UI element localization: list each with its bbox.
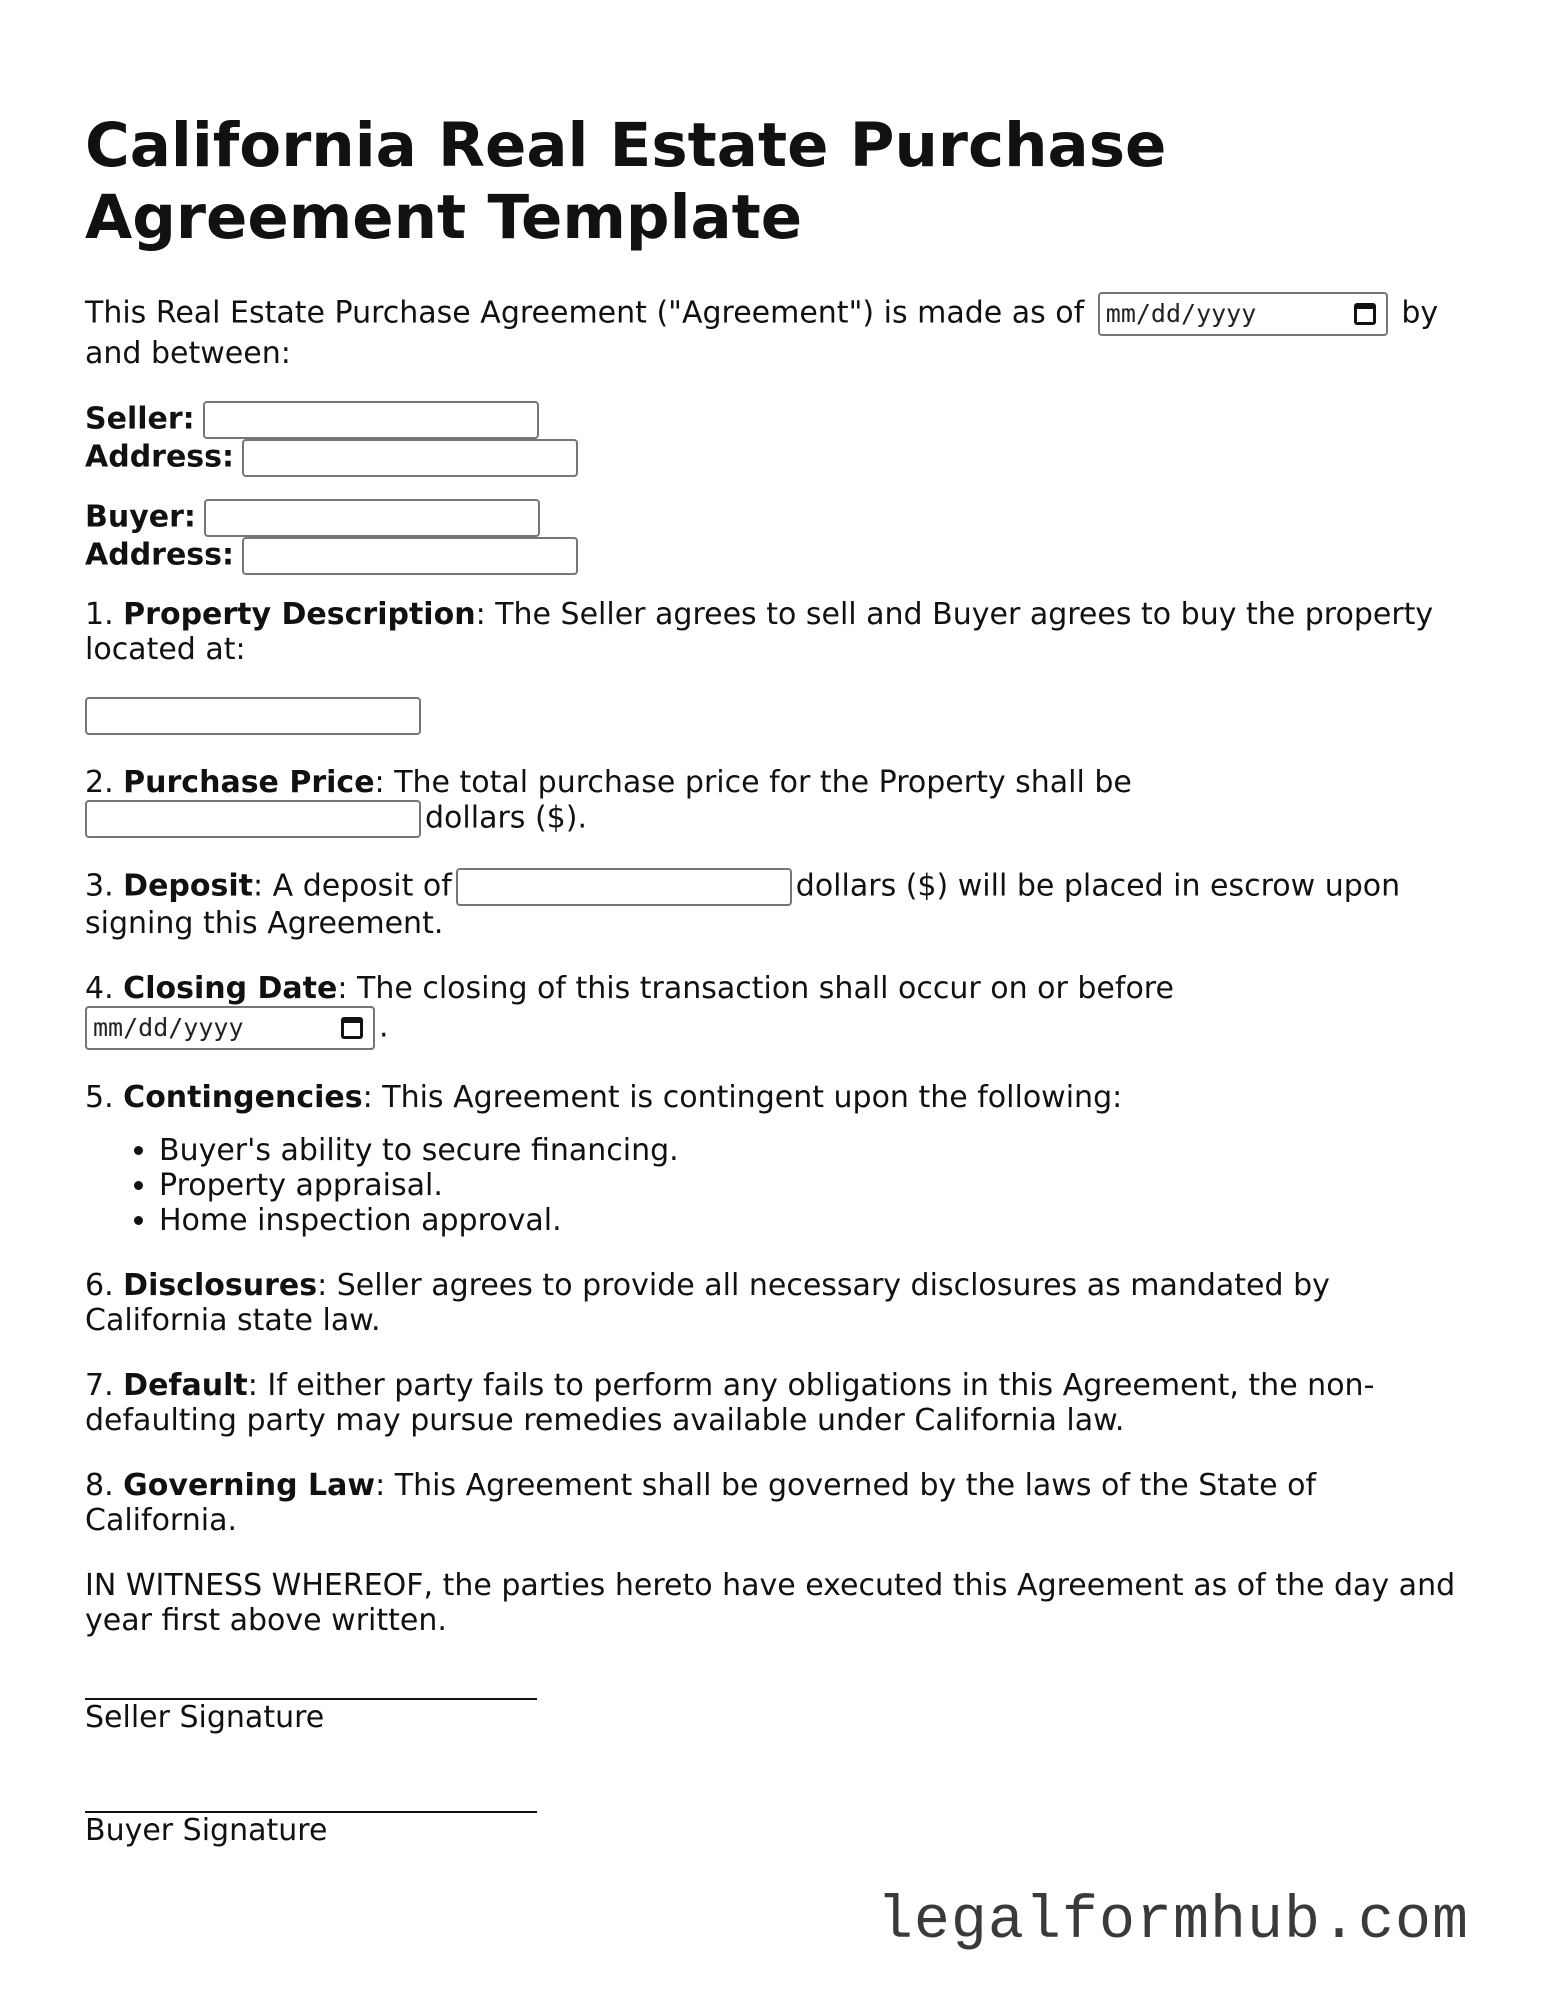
closing-date-placeholder: mm/dd/yyyy <box>93 1013 244 1042</box>
section-text: : Seller agrees to provide all necessary disclosures as mandated by California state law. <box>85 1268 1330 1338</box>
section-heading: Deposit <box>123 868 253 904</box>
buyer-block <box>85 499 1465 575</box>
section-number: 4. <box>85 971 114 1006</box>
seller-signature-line[interactable] <box>85 1664 537 1700</box>
buyer-signature-label: Buyer Signature <box>85 1813 328 1848</box>
section-heading: Default <box>123 1368 248 1403</box>
section-text: : If either party fails to perform any obligations in this Agreement, the non-defaulting party may pursue remedies available under California law. <box>85 1368 1375 1438</box>
buyer-address-input[interactable] <box>242 537 578 575</box>
section-text-after: dollars ($) will be placed in escrow upon signing this Agreement. <box>85 868 1401 941</box>
section-number: 2. <box>85 765 114 800</box>
section-contingencies <box>85 1080 1465 1115</box>
seller-signature-block <box>85 1664 1465 1735</box>
section-property <box>85 597 1465 667</box>
intro-text: This Real Estate Purchase Agreement ("Agreement") is made as of <box>85 295 1085 331</box>
intro-text-after: by and between: <box>85 295 1439 371</box>
section-heading: Governing Law <box>123 1468 376 1503</box>
section-text: : This Agreement is contingent upon the following: <box>362 1080 1123 1115</box>
buyer-signature-line[interactable] <box>85 1777 537 1813</box>
section-heading: Disclosures <box>123 1268 318 1303</box>
section-text-after: dollars ($). <box>425 800 587 836</box>
section-default <box>85 1368 1465 1438</box>
section-text: : The closing of this transaction shall occur on or before <box>337 971 1174 1006</box>
deposit-amount-input[interactable] <box>456 868 792 906</box>
section-number: 6. <box>85 1268 114 1303</box>
witness-paragraph: IN WITNESS WHEREOF, the parties hereto have executed this Agreement as of the day and year first above written. <box>85 1568 1456 1638</box>
section-text-after: . <box>379 1009 389 1045</box>
section-heading: Property Description <box>123 597 476 632</box>
section-number: 7. <box>85 1368 114 1403</box>
section-number: 1. <box>85 597 114 632</box>
closing-date-input[interactable] <box>85 1006 375 1050</box>
section-number: 5. <box>85 1080 114 1115</box>
list-item: • Home inspection approval. <box>159 1203 1465 1238</box>
property-address-input[interactable] <box>85 697 421 735</box>
section-text: : The Seller agrees to sell and Buyer agrees to buy the property located at: <box>85 597 1434 667</box>
seller-address-input[interactable] <box>242 439 578 477</box>
seller-block <box>85 401 1465 477</box>
section-text: : This Agreement shall be governed by the laws of the State of California. <box>85 1468 1317 1538</box>
buyer-address-label: Address: <box>85 537 235 573</box>
section-number: 3. <box>85 868 114 904</box>
section-heading: Purchase Price <box>123 765 375 800</box>
section-text: : The total purchase price for the Property shall be <box>374 765 1132 800</box>
agreement-date-placeholder: mm/dd/yyyy <box>1105 299 1257 328</box>
seller-address-label: Address: <box>85 439 235 475</box>
buyer-label: Buyer: <box>85 499 196 535</box>
section-number: 8. <box>85 1468 114 1503</box>
seller-label: Seller: <box>85 401 195 437</box>
purchase-price-input[interactable] <box>85 800 421 838</box>
watermark: legalformhub.com <box>876 1888 1469 1956</box>
calendar-icon[interactable] <box>341 1017 363 1039</box>
calendar-icon[interactable] <box>1354 303 1376 325</box>
page-title: California Real Estate Purchase Agreement Template <box>85 110 1167 253</box>
intro-paragraph <box>85 292 1465 371</box>
section-disclosures <box>85 1268 1465 1338</box>
section-closing <box>85 971 1465 1050</box>
seller-signature-label: Seller Signature <box>85 1700 325 1735</box>
list-item: • Property appraisal. <box>159 1168 1465 1203</box>
section-text: : A deposit of <box>253 868 452 904</box>
section-price <box>85 765 1465 838</box>
agreement-date-input[interactable] <box>1098 292 1388 336</box>
section-deposit <box>85 868 1465 941</box>
section-heading: Contingencies <box>123 1080 363 1115</box>
seller-name-input[interactable] <box>203 401 539 439</box>
contingency-list <box>85 1133 1465 1238</box>
section-heading: Closing Date <box>123 971 338 1006</box>
buyer-signature-block <box>85 1777 1465 1848</box>
list-item: • Buyer's ability to secure financing. <box>159 1133 1465 1168</box>
buyer-name-input[interactable] <box>204 499 540 537</box>
agreement-page <box>85 100 1465 1890</box>
section-governing-law <box>85 1468 1465 1538</box>
